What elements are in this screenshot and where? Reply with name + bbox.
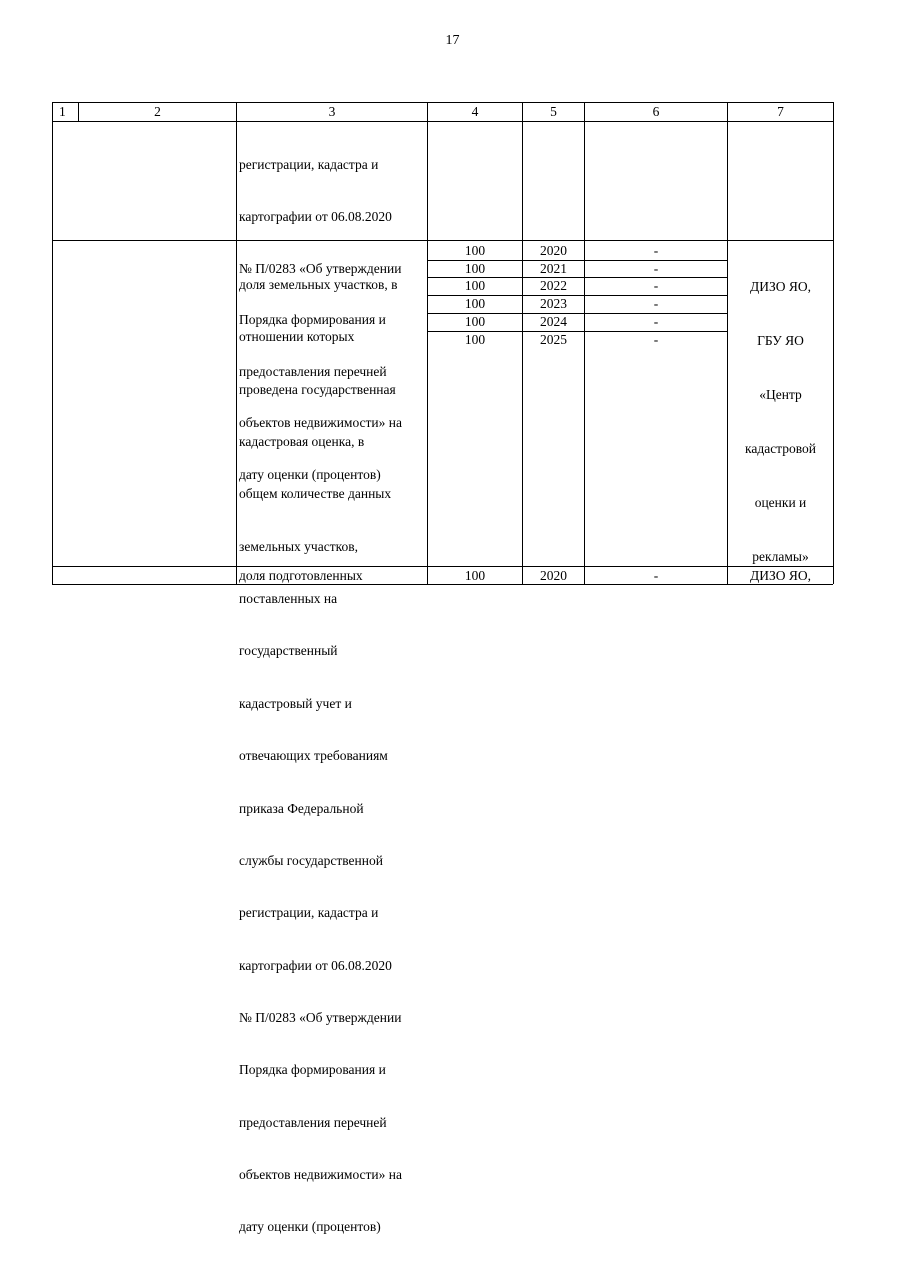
resp-line: рекламы» [752,549,809,564]
block3-year: 2020 [540,568,567,583]
text-line: объектов недвижимости» на [239,1167,403,1183]
text-line: Порядка формирования и [239,1062,386,1078]
row-value: 100 [464,243,486,258]
page-number: 17 [445,33,460,48]
row-value: 100 [464,261,486,276]
text-line: кадастровый учет и [239,695,352,711]
header-col-2: 2 [154,104,161,119]
row-dash: - [653,296,659,311]
header-col-3: 3 [328,104,336,119]
block3-responsible: ДИЗО ЯО, [750,568,811,583]
row-year: 2021 [540,261,567,276]
table-border-left [52,102,53,584]
text-line: государственный [239,643,338,659]
header-bottom-line [52,121,833,122]
text-line: дату оценки (процентов) [239,467,381,483]
row-year: 2025 [540,332,567,347]
row-year: 2020 [540,243,567,258]
row-year: 2023 [540,296,567,311]
table-border-right [833,102,834,584]
text-line: № П/0283 «Об утверждении [239,260,402,276]
responsible-organizations [728,242,833,602]
block2-description [239,241,402,1271]
text-line: объектов недвижимости» на [239,415,403,431]
text-line: № П/0283 «Об утверждении [239,1009,402,1025]
header-col-6: 6 [652,104,660,119]
col-divider-2-3 [236,102,237,584]
row-year: 2022 [540,278,567,293]
row-value: 100 [464,278,486,293]
block3-value: 100 [464,568,486,583]
resp-line: ДИЗО ЯО, [750,279,811,294]
text-line: предоставления перечней [239,363,387,379]
block3-dash: - [653,568,659,583]
header-col-4: 4 [471,104,479,119]
text-line: земельных участков, [239,538,358,554]
block1-bottom-line [52,240,833,241]
resp-line: «Центр [759,387,802,402]
text-line: Порядка формирования и [239,312,386,328]
resp-line: оценки и [754,495,807,510]
text-line: поставленных на [239,591,338,607]
text-line: приказа Федеральной [239,800,364,816]
text-line: регистрации, кадастра и [239,905,379,921]
header-col-7: 7 [777,104,784,119]
row-year: 2024 [540,314,567,329]
text-line: проведена государственная [239,381,396,397]
resp-line: ГБУ ЯО [757,333,804,348]
row-dash: - [653,314,659,329]
text-line: отвечающих требованиям [239,748,388,764]
block3-description: доля подготовленных [239,568,363,583]
text-line: картографии от 06.08.2020 [239,957,392,973]
text-line: картографии от 06.08.2020 [239,209,392,225]
text-line: доля земельных участков, в [239,276,398,292]
header-col-1: 1 [59,104,66,119]
text-line: службы государственной [239,852,383,868]
text-line: дату оценки (процентов) [239,1219,381,1235]
text-line: регистрации, кадастра и [239,157,379,173]
text-line: кадастровая оценка, в [239,433,365,449]
header-col-5: 5 [550,104,557,119]
row-value: 100 [464,332,486,347]
row-dash: - [653,278,659,293]
row-value: 100 [464,314,486,329]
text-line: общем количестве данных [239,486,392,502]
text-line: отношении которых [239,329,355,345]
row-dash: - [653,261,659,276]
text-line: предоставления перечней [239,1114,387,1130]
row-value: 100 [464,296,486,311]
row-dash: - [653,243,659,258]
row-dash: - [653,332,659,347]
resp-line: кадастровой [744,441,817,456]
